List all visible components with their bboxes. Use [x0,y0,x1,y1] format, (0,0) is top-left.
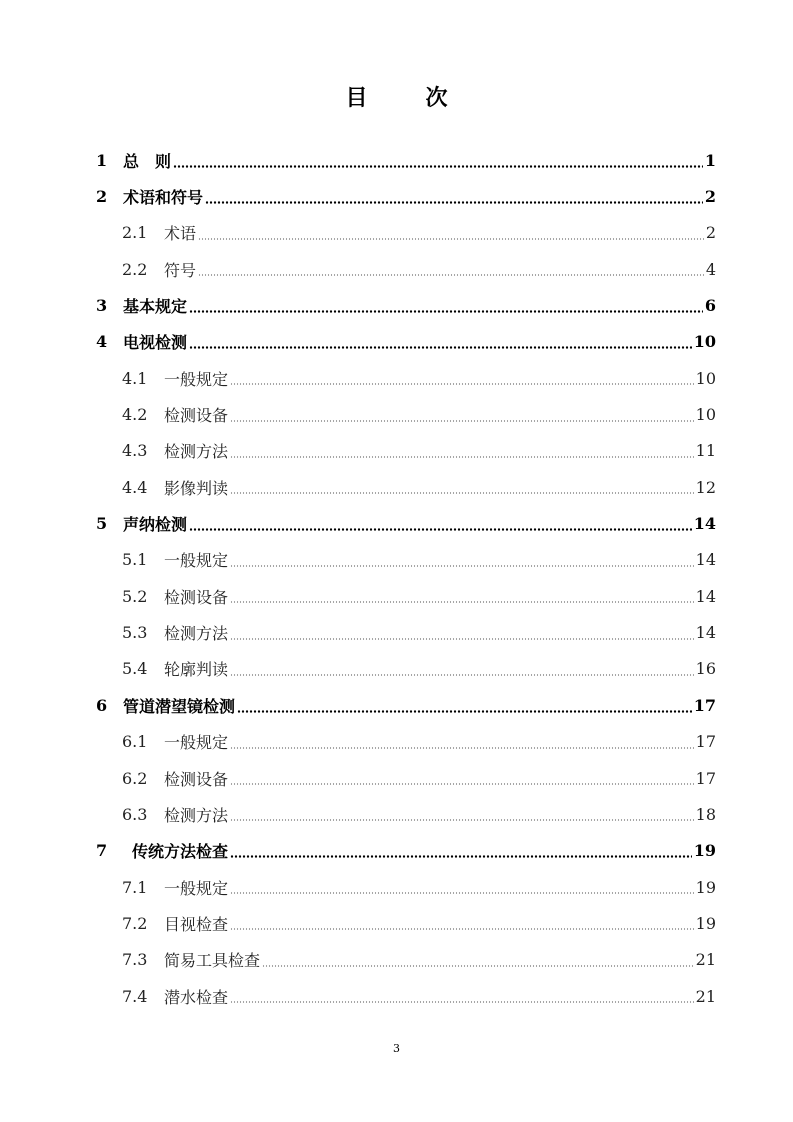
toc-entry-number: 4.1 [122,368,148,388]
toc-entry-page: 14 [693,514,716,534]
toc-chapter-entry[interactable] [96,505,716,541]
toc-section-entry[interactable] [96,651,716,687]
toc-entry-title: 检测方法 [164,805,229,825]
toc-dot-leader [198,274,704,276]
toc-entry-title: 目视检查 [164,914,229,934]
toc-entry-label [122,585,228,608]
toc-entry-title: 总 则 [123,151,172,171]
toc-section-entry[interactable] [96,396,716,432]
toc-entry-number: 4.4 [122,477,148,497]
toc-section-entry[interactable] [96,578,716,614]
toc-dot-leader [189,528,692,531]
toc-entry-label [122,476,228,499]
toc-entry-title: 轮廓判读 [164,660,229,680]
toc-entry-title: 检测设备 [164,406,229,426]
toc-entry-title: 检测设备 [164,587,229,607]
toc-entry-title: 传统方法检查 [132,842,229,862]
toc-entry-title: 一般规定 [164,369,229,389]
toc-entry-page: 18 [695,804,716,824]
toc-dot-leader [230,492,694,494]
toc-entry-number: 6.1 [122,732,148,752]
toc-section-entry[interactable] [96,796,716,832]
toc-entry-title: 一般规定 [164,551,229,571]
toc-entry-label [122,548,228,571]
toc-entry-title: 术语 [164,224,197,244]
toc-entry-page: 11 [695,441,716,461]
toc-entry-number: 4 [96,332,108,352]
toc-section-entry[interactable] [96,724,716,760]
toc-entry-label [122,403,228,426]
toc-dot-leader [237,710,692,713]
toc-entry-number: 7.2 [122,913,148,933]
toc-dot-leader [230,420,694,422]
toc-entry-label [96,185,203,208]
toc-entry-page: 2 [705,223,716,243]
toc-entry-label [122,367,228,390]
toc-dot-leader [230,892,694,894]
toc-entry-number: 6.2 [122,768,148,788]
toc-dot-leader [230,783,694,785]
toc-dot-leader [189,310,703,313]
toc-entry-number: 5.2 [122,586,148,606]
toc-entry-label [122,657,228,680]
toc-entry-number: 4.2 [122,405,148,425]
toc-section-entry[interactable] [96,360,716,396]
toc-section-entry[interactable] [96,433,716,469]
toc-entry-label [122,876,228,899]
toc-chapter-entry[interactable] [96,287,716,323]
toc-dot-leader [189,346,692,349]
toc-entry-number: 7.3 [122,950,148,970]
toc-entry-number: 7.4 [122,986,148,1006]
toc-entry-number: 2 [96,187,108,207]
toc-entry-page: 10 [693,332,716,352]
toc-entry-title: 术语和符号 [123,188,204,208]
toc-section-entry[interactable] [96,469,716,505]
title-char-2: 次 [425,84,448,111]
page-title [0,80,793,112]
toc-entry-page: 19 [693,841,716,861]
toc-entry-title: 简易工具检查 [164,951,261,971]
toc-entry-page: 10 [695,368,716,388]
toc-entry-title: 管道潜望镜检测 [123,696,236,716]
toc-dot-leader [230,674,694,676]
toc-dot-leader [198,238,704,240]
toc-entry-page: 21 [695,950,716,970]
toc-entry-label [122,621,228,644]
toc-dot-leader [230,601,694,603]
toc-dot-leader [230,928,694,930]
toc-entry-title: 检测方法 [164,442,229,462]
title-char-1: 目 [345,84,368,111]
toc-entry-page: 17 [695,768,716,788]
toc-entry-title: 检测方法 [164,624,229,644]
toc-entry-number: 5.1 [122,550,148,570]
toc-entry-page: 1 [704,150,716,170]
toc-dot-leader [230,855,692,858]
toc-entry-number: 7 [96,841,108,861]
table-of-contents [96,142,716,1014]
toc-section-entry[interactable] [96,251,716,287]
toc-entry-number: 7.1 [122,877,148,897]
toc-dot-leader [230,565,694,567]
toc-entry-page: 19 [695,877,716,897]
toc-entry-number: 2.1 [122,223,148,243]
toc-entry-number: 5 [96,514,108,534]
toc-entry-title: 检测设备 [164,769,229,789]
toc-section-entry[interactable] [96,905,716,941]
toc-chapter-entry[interactable] [96,142,716,178]
toc-entry-number: 6.3 [122,804,148,824]
toc-entry-page: 16 [695,659,716,679]
toc-entry-label [122,221,196,244]
toc-entry-title: 声纳检测 [123,515,188,535]
toc-entry-page: 17 [695,732,716,752]
toc-entry-label [122,948,260,971]
toc-entry-label [122,439,228,462]
toc-chapter-entry[interactable] [96,324,716,360]
toc-section-entry[interactable] [96,542,716,578]
toc-entry-label [96,330,187,353]
toc-entry-page: 4 [705,259,716,279]
toc-entry-label [96,512,187,535]
toc-entry-page: 12 [695,477,716,497]
toc-entry-title: 潜水检查 [164,987,229,1007]
toc-dot-leader [230,456,694,458]
toc-dot-leader [205,201,703,204]
toc-entry-page: 14 [695,623,716,643]
toc-section-entry[interactable] [96,760,716,796]
toc-entry-number: 5.3 [122,623,148,643]
toc-entry-number: 3 [96,296,108,316]
toc-dot-leader [173,165,703,168]
toc-entry-page: 14 [695,550,716,570]
toc-dot-leader [262,965,694,967]
toc-dot-leader [230,638,694,640]
toc-entry-label [96,694,235,717]
toc-entry-title: 符号 [164,260,197,280]
toc-section-entry[interactable] [96,614,716,650]
toc-entry-label [96,294,187,317]
toc-entry-page: 2 [704,187,716,207]
toc-section-entry[interactable] [96,978,716,1014]
toc-entry-label [122,985,228,1008]
toc-entry-page: 6 [704,296,716,316]
toc-entry-number: 5.4 [122,659,148,679]
toc-section-entry[interactable] [96,869,716,905]
page-number: 3 [393,1042,400,1055]
toc-section-entry[interactable] [96,942,716,978]
toc-dot-leader [230,747,694,749]
toc-dot-leader [230,819,694,821]
toc-entry-title: 基本规定 [123,297,188,317]
toc-entry-label [96,839,228,862]
toc-entry-label [122,258,196,281]
toc-entry-label [122,767,228,790]
toc-entry-page: 14 [695,586,716,606]
toc-entry-number: 2.2 [122,259,148,279]
toc-entry-label [122,803,228,826]
toc-entry-label [96,149,171,172]
toc-dot-leader [230,383,694,385]
toc-dot-leader [230,1001,694,1003]
toc-entry-label [122,912,228,935]
toc-entry-number: 6 [96,695,108,715]
toc-entry-title: 电视检测 [123,333,188,353]
toc-chapter-entry[interactable] [96,833,716,869]
toc-entry-page: 19 [695,913,716,933]
toc-entry-title: 一般规定 [164,878,229,898]
toc-chapter-entry[interactable] [96,178,716,214]
toc-chapter-entry[interactable] [96,687,716,723]
toc-entry-title: 一般规定 [164,733,229,753]
toc-entry-label [122,730,228,753]
toc-section-entry[interactable] [96,215,716,251]
toc-entry-title: 影像判读 [164,478,229,498]
toc-entry-number: 1 [96,150,108,170]
toc-entry-page: 17 [693,695,716,715]
toc-entry-number: 4.3 [122,441,148,461]
toc-entry-page: 21 [695,986,716,1006]
toc-entry-page: 10 [695,405,716,425]
